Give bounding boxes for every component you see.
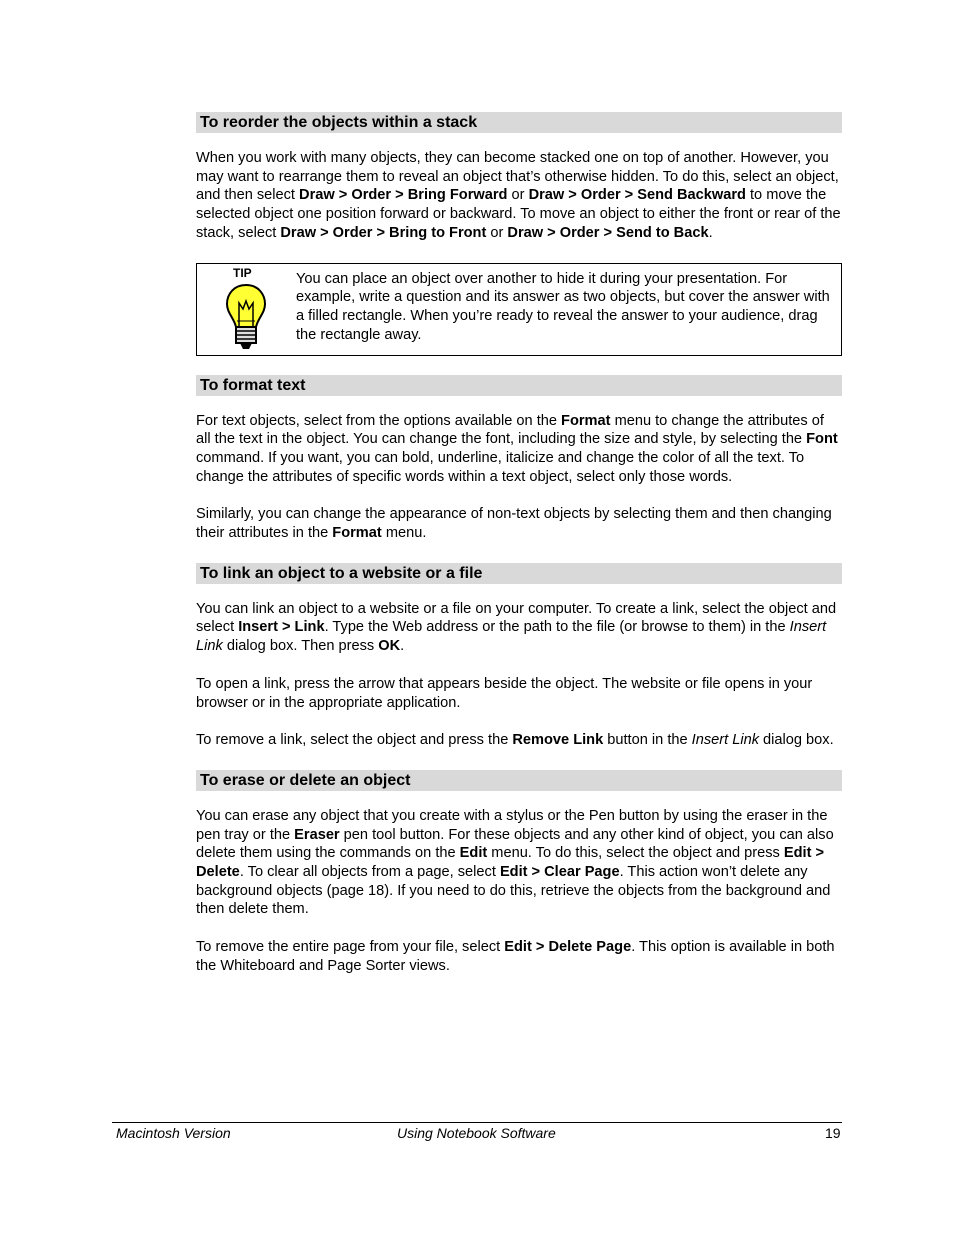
paragraph: For text objects, select from the options available on the Format menu to change the attributes of all the text in the object. You can change the font, including the size and style, by selecting the Font command. If you want, you can bold, underline, italicize and change the color of all the text. To change the attributes of specific words within a text object, select only those words.: [196, 412, 838, 485]
paragraph: You can erase any object that you create with a stylus or the Pen button by using the eraser in the pen tray or the Eraser pen tool button. For these objects and any other kind of object, you can also delete them using the commands on the Edit menu. To do this, select the object and press Edit > Delete. To clear all objects from a page, select Edit > Clear Page. This action won’t delete any background objects (page 18). If you need to do this, retrieve the objects from the background and then delete them.: [196, 807, 834, 918]
paragraph: To open a link, press the arrow that appears beside the object. The website or file opens in your browser or in the appropriate application.: [196, 675, 813, 711]
section-heading-to-reorder-the-objects-within-a-stack: To reorder the objects within a stack: [196, 112, 842, 133]
section-heading-to-erase-or-delete-an-object: To erase or delete an object: [196, 770, 842, 791]
paragraph: Similarly, you can change the appearance of non-text objects by selecting them and then changing their attributes in the Format menu.: [196, 506, 832, 542]
paragraph: When you work with many objects, they can become stacked one on top of another. However, you may want to rearrange them to reveal an object that’s otherwise hidden. To do this, select an object, and then select Draw > Order > Bring Forward or Draw > Order > Send Backward to move the selected object one position forward or backward. To move an object to either the front or rear of the stack, select Draw > Order > Bring to Front or Draw > Order > Send to Back.: [196, 150, 841, 241]
page-number: 19: [825, 1125, 841, 1141]
footer-center: Using Notebook Software: [397, 1125, 556, 1141]
paragraph: You can link an object to a website or a file on your computer. To create a link, select the object and select Insert > Link. Type the Web address or the path to the file (or browse to them) in the Insert Link dialog box. Then press OK.: [196, 600, 837, 655]
sections-rest: [196, 375, 842, 976]
section-heading-to-link-an-object-to-a-website-or-a-file: To link an object to a website or a file: [196, 563, 842, 584]
footer-left: Macintosh Version: [116, 1125, 231, 1141]
paragraph: To remove a link, select the object and press the Remove Link button in the Insert Link dialog box.: [196, 732, 834, 749]
section-reorder: [196, 112, 842, 243]
footer-rule: [112, 1122, 842, 1123]
page-body: [196, 112, 842, 976]
paragraph: To remove the entire page from your file, select Edit > Delete Page. This option is available in both the Whiteboard and Page Sorter views.: [196, 939, 835, 974]
tip-label: TIP: [233, 265, 252, 280]
section-heading-to-format-text: To format text: [196, 375, 842, 396]
tip-box: [196, 263, 842, 356]
tip-text: You can place an object over another to hide it during your presentation. For example, write a question and its answer as two objects, but cover the answer with a filled rectangle. When you’re ready to reveal the answer to your audience, drag the rectangle away.: [296, 270, 830, 343]
lightbulb-icon: [225, 283, 267, 353]
